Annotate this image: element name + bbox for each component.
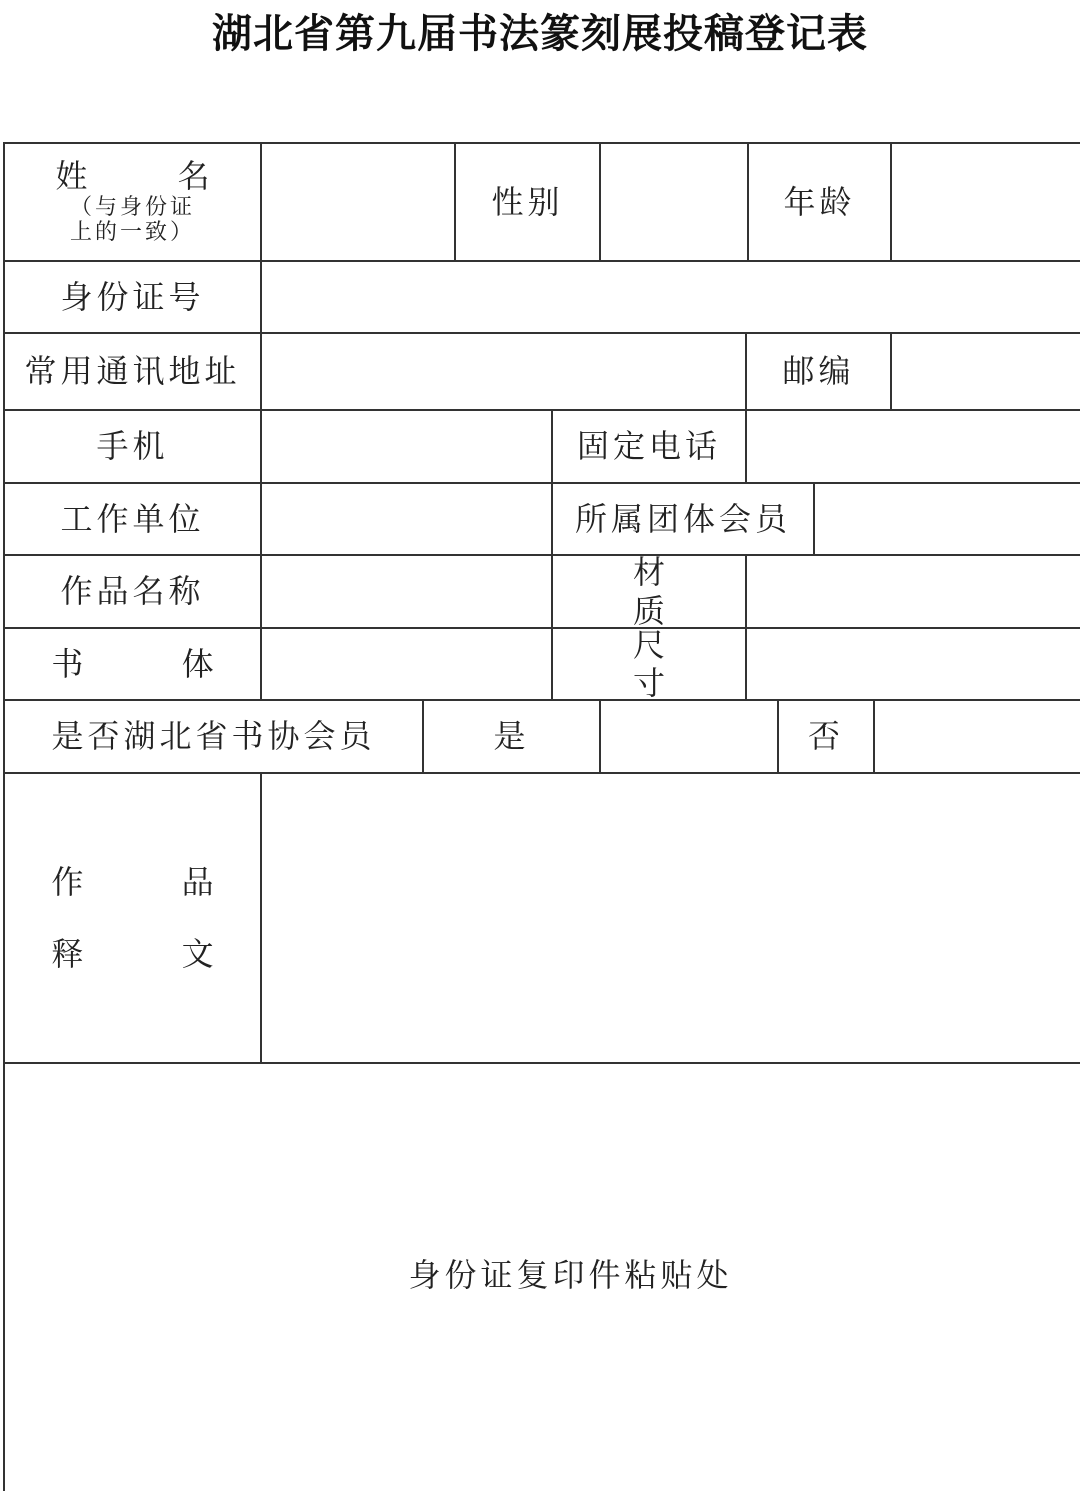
yes-checkbox-cell[interactable] [599, 699, 779, 774]
group-member-label: 所属团体会员 [551, 482, 815, 556]
work-transcription-label-cell [3, 772, 262, 1064]
association-member-label: 是否湖北省书协会员 [3, 699, 424, 774]
name-note-line-1: （与身份证 [69, 195, 195, 221]
workplace-input[interactable] [260, 482, 553, 556]
name-input[interactable] [260, 142, 456, 262]
gender-label: 性别 [454, 142, 601, 262]
no-checkbox-cell[interactable] [873, 699, 1080, 774]
yes-label: 是 [422, 699, 601, 774]
size-label: 尺 寸 [551, 627, 747, 701]
postcode-input[interactable] [890, 332, 1080, 411]
script-style-input[interactable] [260, 627, 553, 701]
workplace-label: 工作单位 [3, 482, 262, 556]
group-member-input[interactable] [813, 482, 1080, 556]
id-copy-label: 身份证复印件粘贴处 [408, 1256, 733, 1295]
address-label: 常用通讯地址 [3, 332, 262, 411]
material-input[interactable] [745, 554, 1080, 629]
material-label: 材 质 [551, 554, 747, 629]
work-transcription-input[interactable] [260, 772, 1080, 1064]
age-input[interactable] [890, 142, 1080, 262]
work-title-input[interactable] [260, 554, 553, 629]
landline-label: 固定电话 [551, 409, 747, 484]
script-style-label: 书 体 [3, 627, 262, 701]
age-label: 年龄 [747, 142, 892, 262]
id-copy-area[interactable] [3, 1062, 1080, 1491]
address-input[interactable] [260, 332, 747, 411]
form-title: 湖北省第九届书法篆刻展投稿登记表 [212, 10, 868, 57]
mobile-label: 手机 [3, 409, 262, 484]
mobile-input[interactable] [260, 409, 553, 484]
id-number-input[interactable] [260, 260, 1080, 334]
work-transcription-label-line-1: 作 品 [51, 863, 258, 901]
name-label-cell [3, 142, 262, 262]
name-note-line-2: 上的一致） [69, 220, 195, 246]
gender-input[interactable] [599, 142, 749, 262]
id-number-label: 身份证号 [3, 260, 262, 334]
work-title-label: 作品名称 [3, 554, 262, 629]
work-transcription-label-line-2: 释 文 [51, 935, 258, 973]
postcode-label: 邮编 [745, 332, 892, 411]
no-label: 否 [777, 699, 875, 774]
landline-input[interactable] [745, 409, 1080, 484]
name-label: 姓 名 [55, 157, 250, 196]
size-input[interactable] [745, 627, 1080, 701]
